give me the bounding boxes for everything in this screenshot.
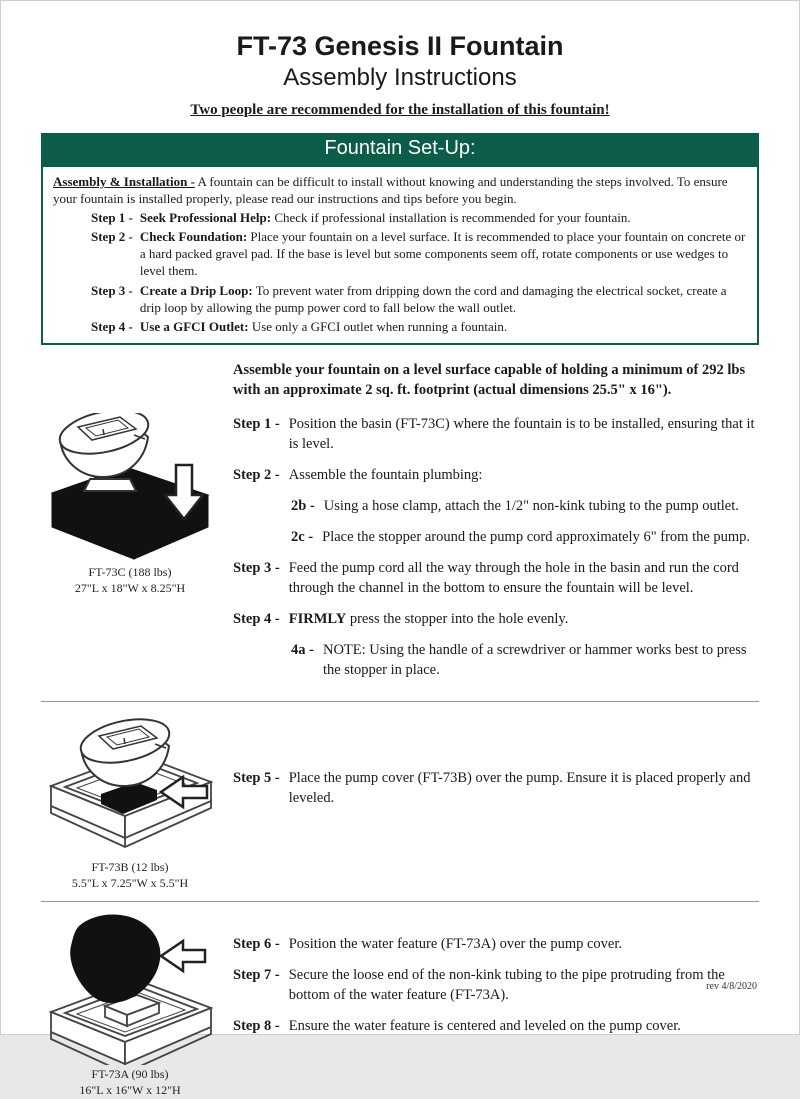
assembly-step: Step 7 - Secure the loose end of the non-kink tubing to the pipe protruding from the bottom of the water feature (FT-73A). [233, 967, 725, 1004]
pump-cover-illustration [45, 710, 215, 858]
setup-step: Step 1 - Seek Professional Help: Check if professional installation is recommended for your fountain. [91, 209, 631, 225]
assembly-step: Step 1 - Position the basin (FT-73C) where the fountain is to be installed, ensuring that it is level. [233, 416, 755, 453]
water-feature-illustration [45, 910, 215, 1065]
assembly-substep: 4a - NOTE: Using the handle of a screwdriver or hammer works best to press the stopper in place. [291, 642, 747, 679]
figure-caption: FT-73B (12 lbs) 5.5"L x 7.25"W x 5.5"H [71, 860, 189, 890]
setup-intro [53, 173, 747, 207]
figure-basin [41, 413, 219, 691]
assembly-step: Step 4 - FIRMLY press the stopper into the hole evenly. [233, 611, 569, 628]
setup-banner: Fountain Set-Up: [41, 133, 759, 165]
setup-intro-text: A fountain can be difficult to install without knowing and understanding the steps involved. To ensure your fountain is installed properly, please read our instructions and tips before you begin. [53, 173, 728, 206]
section-divider [41, 701, 759, 702]
left-arrow-icon [161, 941, 205, 971]
page-subtitle: Assembly Instructions [283, 64, 517, 92]
revision-date: rev 4/8/2020 [706, 981, 757, 992]
section-water-feature [41, 910, 759, 1098]
assembly-intro: Assemble your fountain on a level surface capable of holding a minimum of 292 lbs with an approximate 2 sq. ft. footprint (actual dimensions 25.5" x 16"). [233, 362, 746, 398]
assembly-step: Step 2 - Assemble the fountain plumbing: [233, 467, 483, 484]
pedestal [84, 479, 136, 491]
setup-step: Step 3 - Create a Drip Loop: To prevent water from dripping down the cord and damaging the electrical socket, create a drip loop by allowing the pump power cord to fall below the wall outlet. [91, 282, 727, 315]
setup-step: Step 2 - Check Foundation: Place your fountain on a level surface. It is recommended to place your fountain on concrete or a hard packed gravel pad. If the base is level but some components seem off, rotate components or use wedges to level them. [91, 229, 746, 279]
figure-pump-cover [41, 710, 219, 891]
figure-caption: FT-73C (188 lbs) 27"L x 18"W x 8.25"H [74, 565, 186, 595]
assembly-instructions [41, 361, 759, 1099]
assembly-substep: 2c - Place the stopper around the pump cord approximately 6" from the pump. [291, 529, 751, 546]
assembly-substep: 2b - Using a hose clamp, attach the 1/2" non-kink tubing to the pump outlet. [291, 498, 739, 515]
basin-illustration [46, 413, 214, 563]
bowl [56, 413, 152, 477]
header [41, 31, 759, 119]
setup-step: Step 4 - Use a GFCI Outlet: Use only a GFCI outlet when running a fountain. [91, 318, 508, 334]
figure-caption: FT-73A (90 lbs) 16"L x 16"W x 12"H [79, 1067, 181, 1097]
assembly-step: Step 8 - Ensure the water feature is centered and leveled on the pump cover. [233, 1018, 681, 1035]
setup-intro-label: Assembly & Installation - [53, 173, 195, 189]
assembly-step: Step 5 - Place the pump cover (FT-73B) over the pump. Ensure it is placed properly and leveled. [233, 770, 751, 807]
two-people-notice: Two people are recommended for the installation of this fountain! [190, 101, 610, 118]
figure-water-feature [41, 910, 219, 1098]
setup-box [41, 165, 759, 345]
page-title: FT-73 Genesis II Fountain [236, 31, 564, 61]
setup-steps [53, 209, 747, 335]
section-divider [41, 901, 759, 902]
section-pump-cover [41, 710, 759, 891]
assembly-step: Step 3 - Feed the pump cord all the way through the hole in the basin and run the cord through the channel in the bottom to ensure the fountain will be level. [233, 560, 739, 597]
assembly-step: Step 6 - Position the water feature (FT-73A) over the pump cover. [233, 936, 623, 953]
section-basin [41, 361, 759, 691]
